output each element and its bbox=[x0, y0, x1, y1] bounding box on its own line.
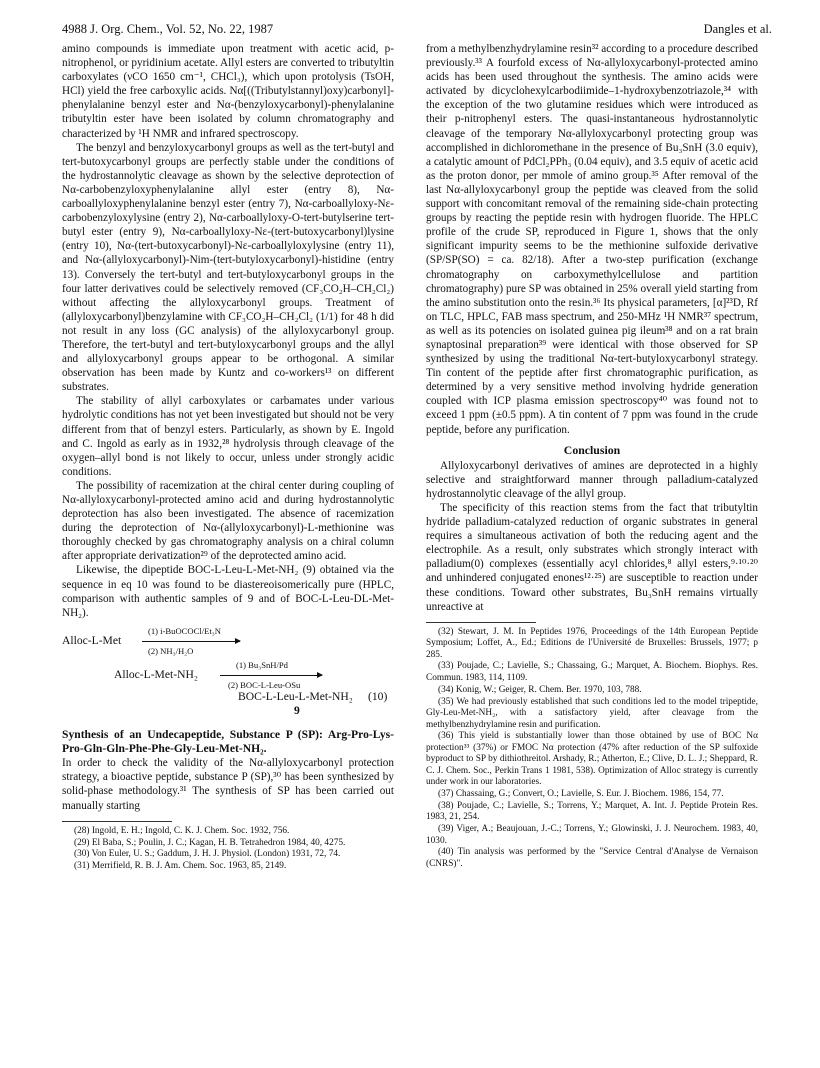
equation-number: (10) bbox=[368, 689, 388, 703]
footnote: (34) Konig, W.; Geiger, R. Chem. Ber. 1970, 103, 788. bbox=[438, 684, 642, 695]
right-column bbox=[426, 42, 758, 1042]
header-authors: Dangles et al. bbox=[703, 22, 772, 36]
footnotes-right bbox=[426, 627, 758, 871]
body-paragraph: The benzyl and benzyloxycarbonyl groups as well as the tert-butyl and tert-butoxycarbonyl groups are perfectly stable under the conditions of the hydrostannolytic cleavage as shown by the selective deprotection of Nα-carbobenzyloxyphenylalanine allyl ester (entry 8), Nα-carboallyloxyphenylalanine benzyl ester (entry 7), Nα-carboallyloxy-Nε-carbobenzyloxylysine (entry 2), Nα-carboallyloxy-O-tert-butylserine tert-butyl ester (entry 9), Nα-carboallyloxy-Nε-(tert-butoxycarbonyl)lysine (entry 10), Nα-(tert-butoxycarbonyl)-Nε-carboallyloxylysine (entry 11), and Nα-(allyloxycarbonyl)-Nim-(tert-butyloxycarbonyl)-histidine (entry 13). Conversely the tert-butyl and tert-butyloxycarbonyl groups in the four latter derivatives could be selectively removed (CF₃CO₂H–CH₂Cl₂) without affecting the allyloxycarbonyl groups. Treatment of (allyloxycarbonyl)benzylamine with CF₃CO₂H–CH₂Cl₂ (1/1) for 48 h did not result in any loss (GC analysis) of the allyloxycarbonyl group. Therefore, the tert-butyl and tert-butyloxycarbonyl groups and the allyl and allyloxycarbonyl groups appear to be orthogonal. A similar observation has been made by Kuntz and co-workers¹³ on different substrates. bbox=[62, 141, 394, 394]
body-paragraph: Allyloxycarbonyl derivatives of amines are deprotected in a highly selective and straightforward manner through palladium-catalyzed hydrostannolytic cleavage of the allyl group. bbox=[426, 459, 758, 500]
footnote: (29) El Baba, S.; Poulin, J. C.; Kagan, H. B. Tetrahedron 1984, 40, 4275. bbox=[74, 837, 346, 848]
running-header bbox=[62, 20, 772, 38]
body-paragraph: In order to check the validity of the Nα-allyloxycarbonyl protection strategy, a bioactive peptide, substance P (SP),³⁰ has been synthesized by solid-phase methodology.³¹ The synthesis of SP has been carried out manually starting bbox=[62, 757, 394, 812]
section-heading-conclusion: Conclusion bbox=[563, 442, 621, 457]
header-journal-citation: 4988 J. Org. Chem., Vol. 52, No. 22, 1987 bbox=[62, 22, 274, 36]
footnotes-left bbox=[62, 826, 394, 873]
footnote: (31) Merrifield, R. B. J. Am. Chem. Soc. 1963, 85, 2149. bbox=[74, 861, 287, 872]
scheme-condition-1b: (2) NH₃/H₂O bbox=[148, 645, 194, 656]
footnote: (38) Poujade, C.; Lavielle, S.; Torrens, Y.; Marquet, A. Int. J. Peptide Protein Res. 1983, 21, 254. bbox=[426, 800, 758, 823]
body-paragraph: The specificity of this reaction stems from the fact that tributyltin hydride palladium-catalyzed reduction of organic substrates in general requires a simultaneous activation of both the reducing agent and the electrophile. As a result, only substrates which strongly interact with palladium(0) complexes (essentially acyl chlorides,⁸ allyl esters,⁹·¹⁰·²⁰ and unhindered conjugated enones¹²·²⁵) are susceptible to reaction under these conditions. Toward other substrates, Bu₃SnH remains virtually unreactive at bbox=[426, 502, 758, 613]
reaction-arrow-1 bbox=[142, 641, 240, 642]
footnote: (39) Viger, A.; Beaujouan, J.-C.; Torrens, Y.; Glowinski, J. J. Neurochem. 1983, 40, 1030. bbox=[426, 824, 758, 846]
reaction-scheme-eq10 bbox=[62, 624, 394, 720]
scheme-condition-1a: (1) i-BuOCOCl/Et₃N bbox=[148, 625, 221, 636]
footnote: (30) Von Euler, U. S.; Gaddum, J. H. J. Physiol. (London) 1931, 72, 74. bbox=[74, 849, 341, 860]
footnote-rule bbox=[426, 622, 536, 623]
compound-number: 9 bbox=[294, 703, 300, 717]
body-paragraph: amino compounds is immediate upon treatment with acetic acid, p-nitrophenol, or pyridinium acetate. Allyl esters are converted to tributyltin carboxylates (νCO 1650 cm⁻¹, CHCl₃), which upon protolysis (TsOH, HCl) yield the free carboxylic acids. Nα[((Tributylstannyl)oxy)carbonyl]-phenylalanine benzyl ester and Nα-(benzyloxycarbonyl)-phenylalanine tributyltin ester have been isolated by column chromatography and characterized by ¹H NMR and infrared spectroscopy. bbox=[62, 43, 394, 140]
footnote: (32) Stewart, J. M. In Peptides 1976, Proceedings of the 14th European Peptide Symposium; Loffet, A., Ed.; Editions de l'Université de Bruxelles: Brussels, 1977; p 285. bbox=[426, 626, 758, 660]
reaction-arrow-2 bbox=[220, 675, 322, 676]
body-paragraph: from a methylbenzhydrylamine resin³² according to a procedure described previously.³³ A fourfold excess of Nα-allyloxycarbonyl-protected amino acids has been used throughout the synthesis. The amino acids were activated by dicyclohexylcarbodiimide–1-hydroxybenzotriazole,³⁴ with the exception of the two glutamine residues which were introduced as their p-nitrophenyl esters. The quasi-instantaneous hydrostannolytic cleavage of the temporary Nα-allyloxycarbonyl protecting group was accomplished in dichloromethane in the presence of Bu₃SnH (3.0 equiv), a catalytic amount of PdCl₂PPh₃ (0.04 equiv), and 3.5 equiv of acetic acid as the proton donor, per mmole of amino group.³⁵ After removal of the last Nα-allyloxycarbonyl group the peptide was cleaved from the solid support with concomitant removal of the remaining side-chain protecting groups by reacting the peptide resin with hydrogen fluoride. The HPLC profile of the crude SP, reproduced in Figure 1, shows that the only significant impurity seems to be the methionine sulfoxide derivative (SP/SP(SO) = ca. 82/18). After a two-step purification (exchange chromatography on carboxymethylcellulose and partition chromatography) pure SP was obtained in 25% overall yield starting from the amino substitution onto the resin.³⁶ Its physical parameters, [α]²³D, Rf on TLC, HPLC, FAB mass spectrum, and 250-MHz ¹H NMR³⁷ spectrum, as well as its potencies on isolated guinea pig ileum³⁸ and on a rat brain synaptosinal preparation³⁹ were identical with those observed for SP synthesized by using the traditional Nα-tert-butyloxycarbonyl strategy. Tin content of the peptide after first chromatographic purification, as determined by a very sensitive method involving hydride generation coupled with ICP plasma emission spectroscopy⁴⁰ was found not to exceed 1 ppm (±0.5 ppm). A tin content of 7 ppm was found in the crude peptide, before any purification. bbox=[426, 43, 758, 436]
scheme-condition-2b: (2) BOC-L-Leu-OSu bbox=[228, 679, 301, 690]
footnote: (36) This yield is substantially lower than those obtained by use of BOC Nα protection³³ (37%) or FMOC Nα protection (47% after reduction of the SP sulfoxide byproduct to SP by dithiothreitol. Arshady, R.; Atherton, E.; Clive, D. L. J.; Sheppard, R. C. J. Chem. Soc., Perkin Trans 1 1981, 538). Optimization of Alloc strategy is currently under work in our laboratories. bbox=[426, 731, 758, 788]
footnote: (35) We had previously established that such conditions led to the model tripeptide, Gly-Leu-Met-NH₂, with a satisfactory yield, after cleavage from the methylbenzhydrylamine resin and purification. bbox=[426, 696, 758, 730]
left-column bbox=[62, 42, 394, 1042]
footnote-rule bbox=[62, 821, 172, 822]
footnote: (28) Ingold, E. H.; Ingold, C. K. J. Chem. Soc. 1932, 756. bbox=[74, 825, 290, 836]
scheme-intermediate: Alloc-L-Met-NH₂ bbox=[114, 667, 198, 681]
section-subheading: Synthesis of an Undecapeptide, Substance P (SP): Arg-Pro-Lys-Pro-Gln-Gln-Phe-Phe-Gly-Leu-Met-NH₂. bbox=[62, 727, 394, 756]
body-paragraph: Likewise, the dipeptide BOC-L-Leu-L-Met-NH₂ (9) obtained via the sequence in eq 10 was found to be diastereoisomerically pure (HPLC, comparison with authentic samples of 9 and of BOC-L-Leu-DL-Met-NH₂). bbox=[62, 564, 394, 619]
scheme-product: BOC-L-Leu-L-Met-NH₂ bbox=[238, 689, 353, 703]
footnote: (40) Tin analysis was performed by the "Service Central d'Analyse de Vernaison (CNRS)". bbox=[426, 847, 758, 869]
footnote: (37) Chassaing, G.; Convert, O.; Lavielle, S. Eur. J. Biochem. 1986, 154, 77. bbox=[438, 788, 724, 799]
scheme-condition-2a: (1) Bu₃SnH/Pd bbox=[236, 659, 288, 670]
footnote: (33) Poujade, C.; Lavielle, S.; Chassaing, G.; Marquet, A. Biochem. Biophys. Res. Commun. 1983, 114, 1109. bbox=[426, 661, 758, 683]
scheme-start-material: Alloc-L-Met bbox=[62, 633, 122, 647]
body-paragraph: The stability of allyl carboxylates or carbamates under various hydrolytic conditions has not yet been investigated but should not be very different from that of benzyl esters. Particularly, as shown by E. Ingold and C. Ingold as early as in 1932,²⁸ hydrolysis through cleavage of the oxygen–allyl bond is not likely to occur, unless under strongly acidic conditions. bbox=[62, 395, 394, 478]
body-paragraph: The possibility of racemization at the chiral center during coupling of Nα-allyloxycarbonyl-protected amino acid and during hydrostannolytic deprotection has also been investigated. The absence of racemization during the deprotection of Nα-(allyloxycarbonyl)-L-methionine was thoroughly checked by gas chromatography analysis on a chiral column after appropriate derivatization²⁹ of the deprotected amino acid. bbox=[62, 479, 394, 563]
